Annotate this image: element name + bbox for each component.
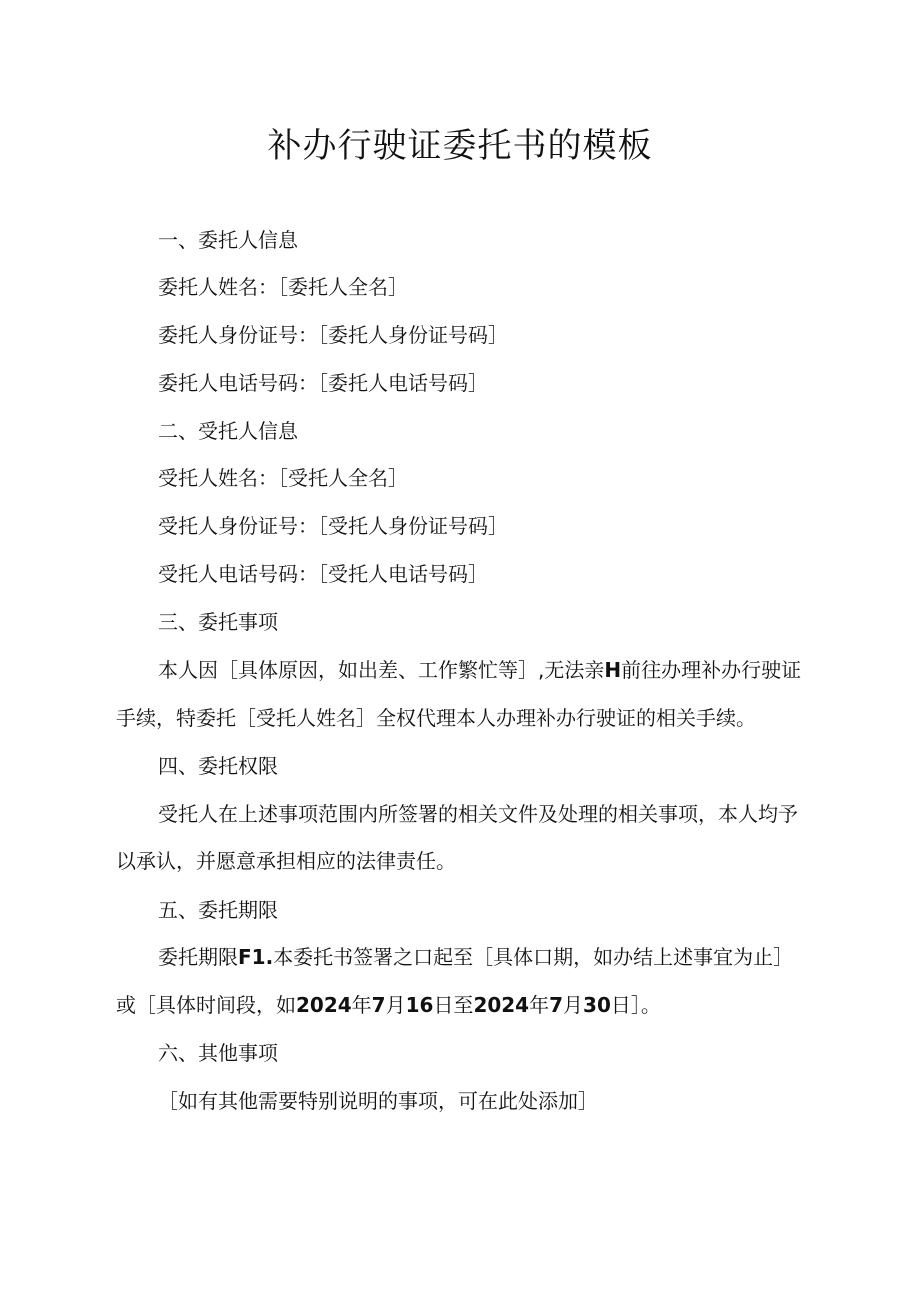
agent-name-line: 受托人姓名：［受托人全名］ (158, 466, 408, 490)
char-rizhi: 日至 (433, 993, 474, 1017)
section-3-heading: 三、委托事项 (158, 610, 278, 634)
term-text-b: 本委托书签署之口起至［具体口期，如办结上述事宜为止］ (273, 945, 794, 969)
section-6-heading: 六、其他事项 (158, 1041, 278, 1065)
term-line-2-prefix: 或［具体时间段，如 (116, 993, 296, 1017)
document-title: 补办行驶证委托书的模板 (267, 126, 653, 166)
authority-line-1: 受托人在上述事项范围内所签署的相关文件及处理的相关事项，本人均予 (158, 802, 798, 826)
authority-line-2: 以承认，并愿意承担相应的法律责任。 (116, 849, 456, 873)
entrust-matter-text-b: 前往办理补办行驶证 (621, 658, 802, 682)
entrust-matter-bold: H (604, 658, 622, 682)
char-yue-1: 月 (385, 993, 406, 1017)
term-text-a: 委托期限 (158, 945, 238, 969)
principal-name-line: 委托人姓名：［委托人全名］ (158, 275, 408, 299)
char-nian-1: 年 (351, 993, 372, 1017)
agent-id-line: 受托人身份证号：［受托人身份证号码］ (158, 514, 508, 538)
term-line-1 (158, 942, 793, 972)
agent-phone-line: 受托人电话号码：［受托人电话号码］ (158, 562, 488, 586)
start-month: 7 (371, 993, 386, 1017)
principal-phone-line: 委托人电话号码：［委托人电话号码］ (158, 371, 488, 395)
entrust-matter-line-2: 手续，特委托［受托人姓名］全权代理本人办理补办行驶证的相关手续。 (116, 706, 756, 730)
term-line-2-suffix: 日］。 (610, 993, 661, 1017)
section-5-heading: 五、委托期限 (158, 898, 278, 922)
term-bold: F1. (238, 945, 274, 969)
start-day: 16 (405, 993, 434, 1017)
section-2-heading: 二、受托人信息 (158, 419, 298, 443)
end-month: 7 (549, 993, 564, 1017)
entrust-matter-text-a: 本人因［具体原因，如出差、工作繁忙等］,无法亲 (158, 658, 605, 682)
char-yue-2: 月 (563, 993, 584, 1017)
end-year: 2024 (473, 993, 530, 1017)
principal-id-line: 委托人身份证号：［委托人身份证号码］ (158, 323, 508, 347)
end-day: 30 (583, 993, 611, 1017)
section-4-heading: 四、委托权限 (158, 754, 278, 778)
term-line-2 (116, 990, 661, 1020)
start-year: 2024 (296, 993, 352, 1017)
other-matters-line: ［如有其他需要特别说明的事项，可在此处添加］ (158, 1089, 598, 1113)
entrust-matter-line-1 (158, 655, 801, 685)
section-1-heading: 一、委托人信息 (158, 228, 298, 252)
char-nian-2: 年 (529, 993, 550, 1017)
